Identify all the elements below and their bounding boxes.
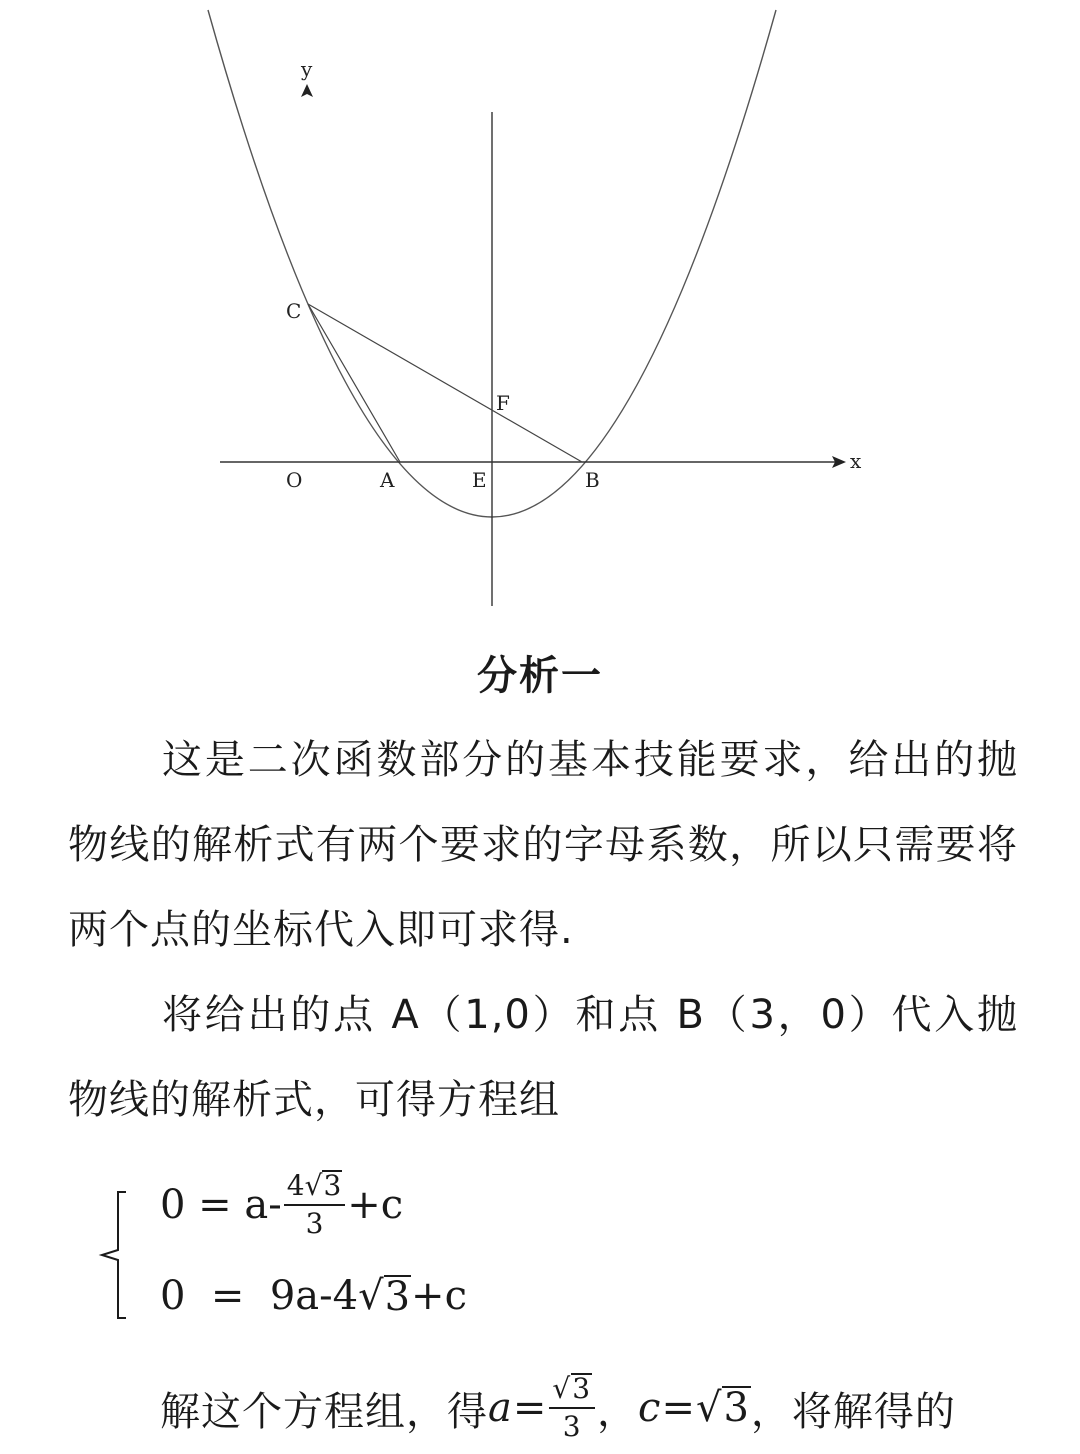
equation-1-num-coef: 4	[286, 1168, 305, 1202]
equation-1-numerator	[284, 1170, 346, 1206]
solution-suffix: ，将解得的	[750, 1388, 956, 1435]
point-label-c: C	[286, 299, 302, 323]
solution-separator: ，	[597, 1388, 639, 1435]
left-brace-icon	[96, 1190, 136, 1320]
equation-system	[96, 1160, 696, 1330]
equation-1-rhs: +c	[347, 1182, 404, 1228]
solution-c-radicand: 3	[723, 1385, 750, 1431]
solution-prefix: 解这个方程组，得	[160, 1388, 488, 1435]
sqrt-icon: √	[358, 1273, 384, 1319]
y-axis-arrow-icon	[301, 84, 313, 97]
solution-line	[160, 1362, 956, 1454]
point-label-o: O	[286, 468, 303, 492]
equation-1-fraction	[284, 1170, 346, 1240]
paragraph-2: 将给出的点 A（1,0）和点 B（3，0）代入抛物线的解析式，可得方程组	[68, 992, 1018, 1123]
solution-a-numerator	[549, 1373, 595, 1409]
paragraph-1: 这是二次函数部分的基本技能要求，给出的抛物线的解析式有两个要求的字母系数，所以只需要将两个点的坐标代入即可求得.	[68, 737, 1018, 953]
solution-a-denominator: 3	[562, 1410, 582, 1443]
parabola-figure	[0, 0, 1080, 620]
x-axis-label: x	[850, 449, 862, 473]
point-label-b: B	[585, 468, 600, 492]
point-label-e: E	[472, 468, 487, 492]
equation-1-lhs: 0 = a-	[160, 1182, 282, 1228]
segment-ca	[308, 304, 400, 462]
section-title: 分析一	[477, 653, 603, 699]
solution-c-value	[696, 1385, 751, 1431]
segment-cb	[308, 304, 582, 462]
equation-2-rhs: +c	[411, 1273, 467, 1319]
equation-1	[160, 1160, 403, 1250]
sqrt-icon: √	[304, 1168, 323, 1202]
solution-a-fraction	[549, 1373, 595, 1443]
equation-1-denominator: 3	[305, 1207, 324, 1240]
solution-c-equals: =	[661, 1385, 696, 1431]
point-label-f: F	[496, 391, 510, 415]
equation-1-radicand: 3	[323, 1168, 342, 1202]
point-label-a: A	[380, 468, 395, 492]
solution-equals: =	[512, 1385, 548, 1431]
sqrt-icon: √	[695, 1385, 723, 1431]
solution-c-var: c	[638, 1385, 662, 1431]
parabola-diagram	[0, 0, 1080, 620]
equation-2-lhs: 0 = 9a-4	[160, 1273, 359, 1319]
equation-2-radicand: 3	[384, 1274, 411, 1320]
solution-a-var: a	[488, 1385, 513, 1431]
sqrt-icon: √	[552, 1371, 572, 1405]
solution-a-radicand: 3	[572, 1371, 592, 1405]
y-axis-label: y	[301, 57, 313, 81]
equation-2	[160, 1266, 467, 1326]
